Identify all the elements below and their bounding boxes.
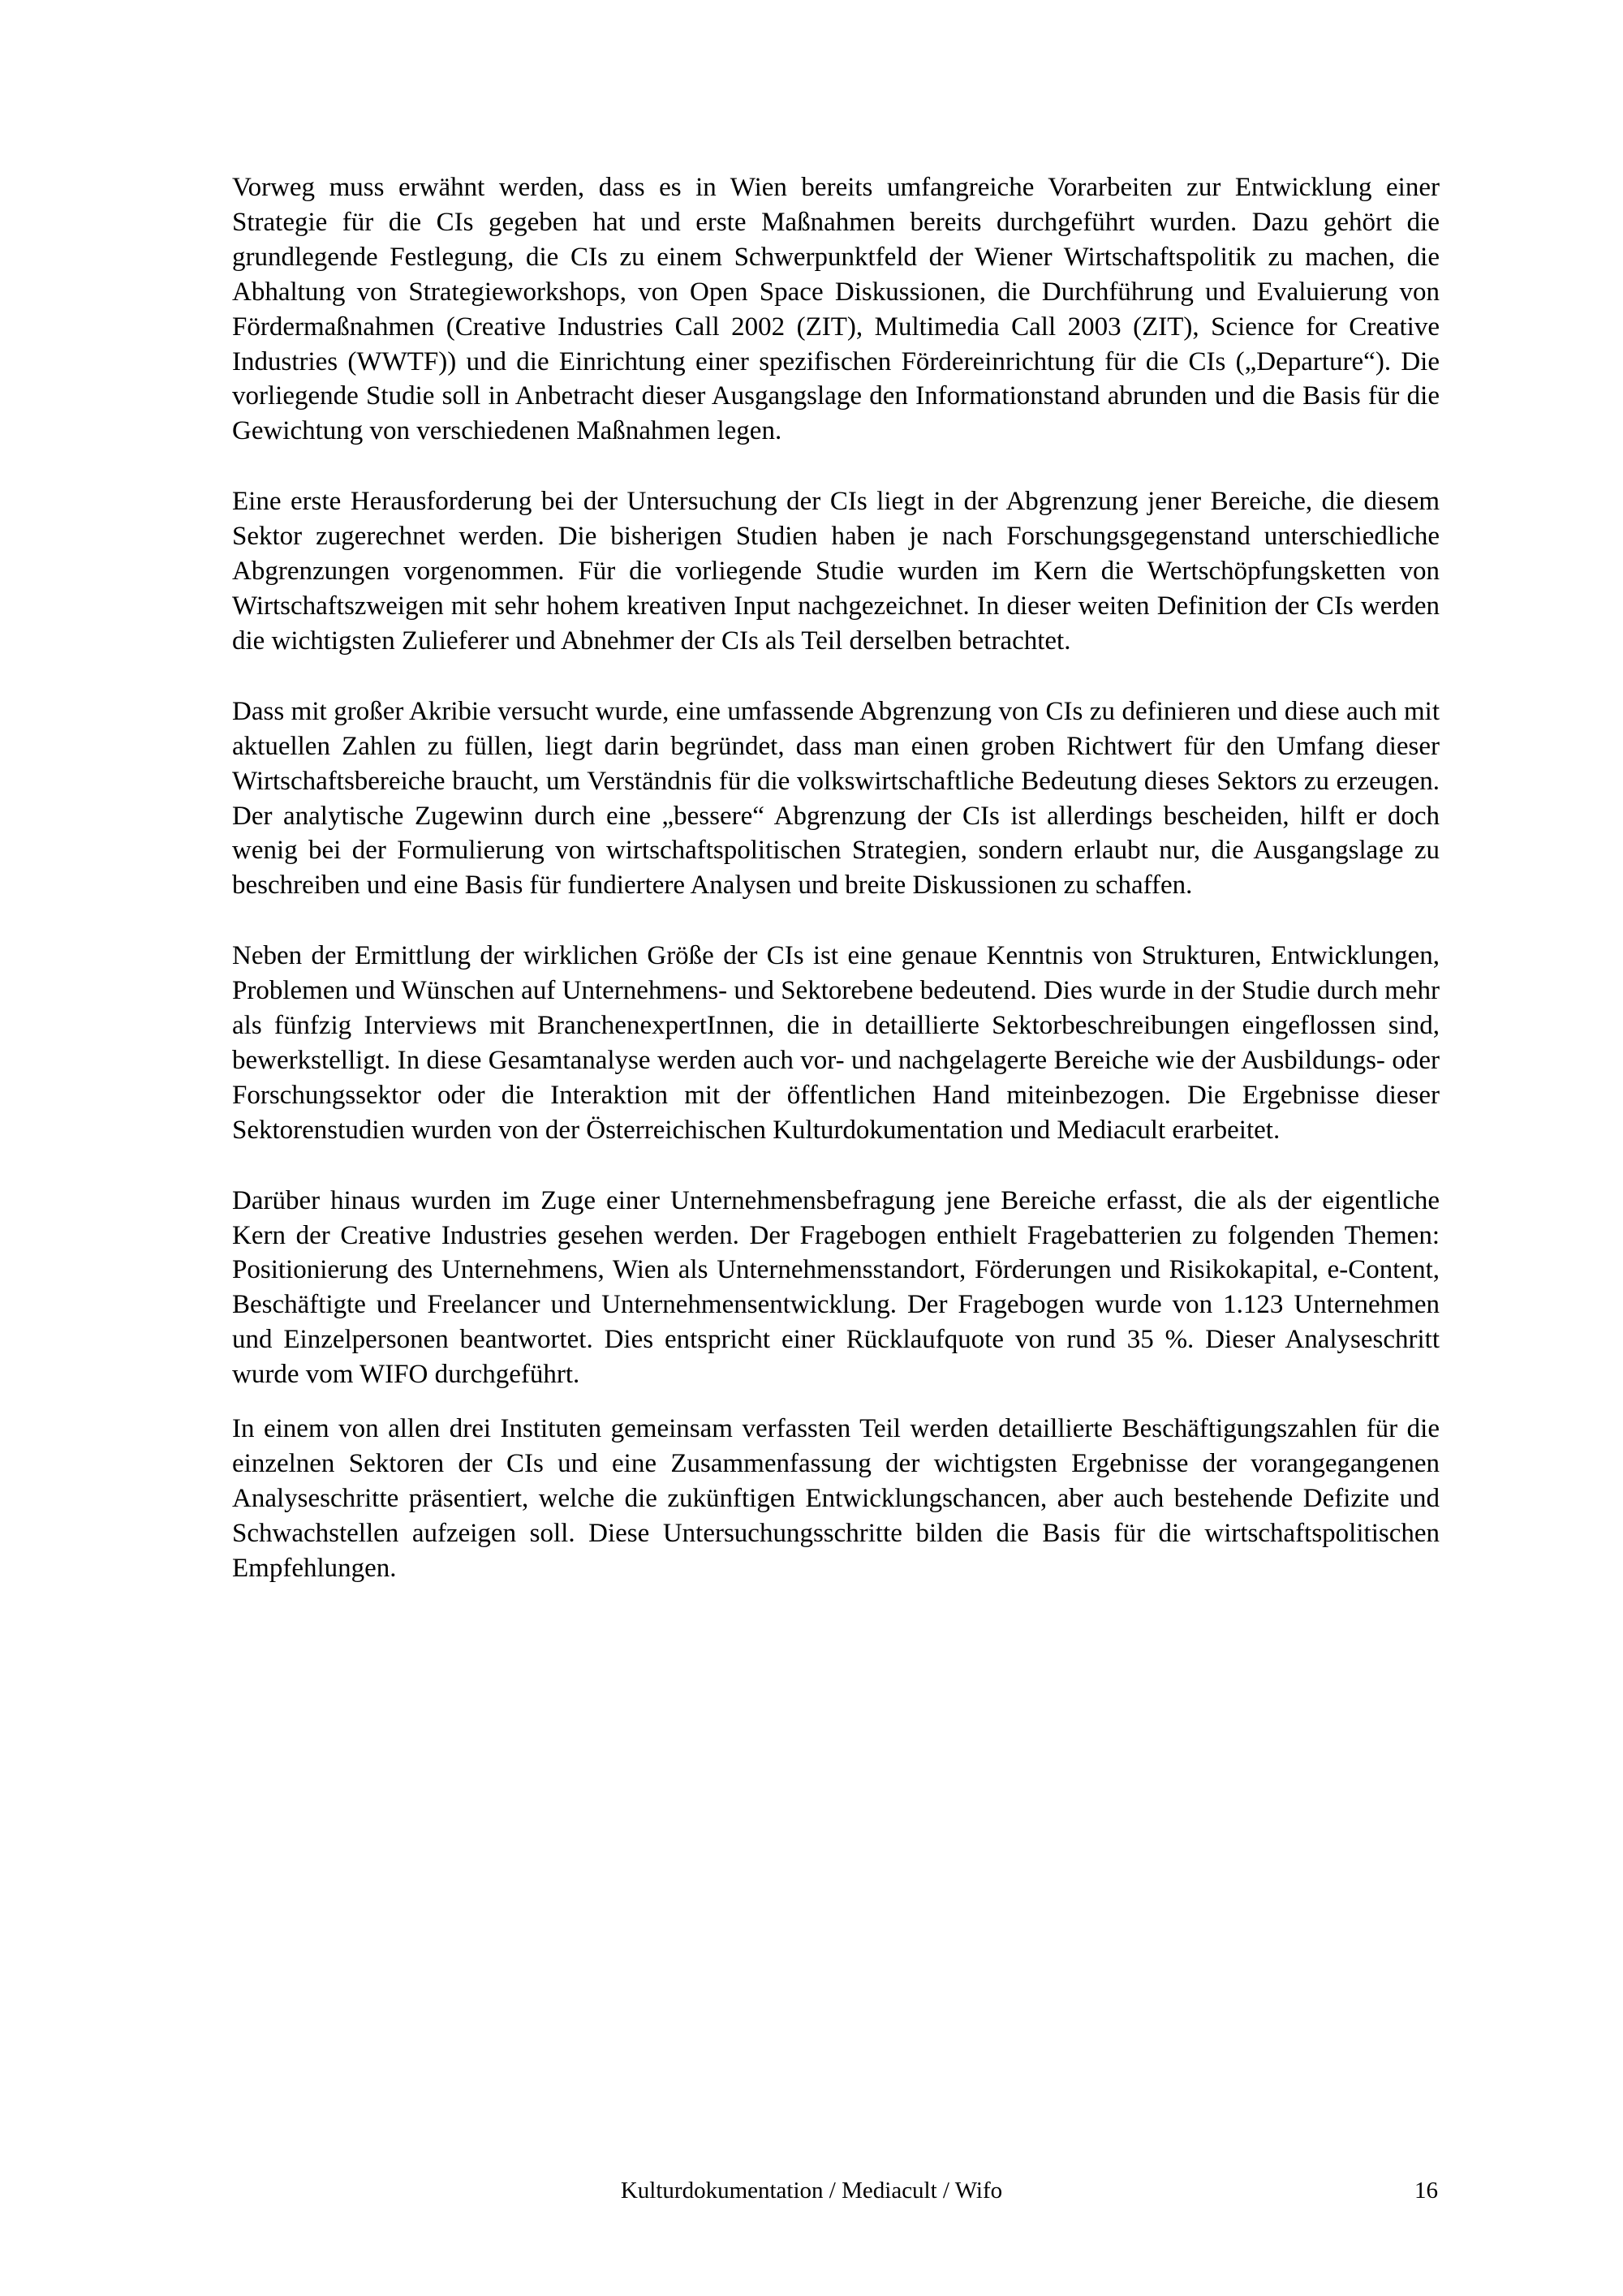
page-number: 16	[1414, 2178, 1438, 2204]
paragraph-survey: Darüber hinaus wurden im Zuge einer Unternehmensbefragung jene Bereiche erfasst, die als der eigentliche Kern der Creative Industries gesehen werden. Der Fragebogen enthielt Fragebatterien zu folgenden Themen: Positionierung des Unternehmens, Wien als Unternehmensstandort, Förderungen und Risikokapital, e-Content, Beschäftigte und Freelancer und Unternehmensentwicklung. Der Fragebogen wurde von 1.123 Unternehmen und Einzelpersonen beantwortet. Dies entspricht einer Rücklaufquote von rund 35 %. Dieser Analyseschritt wurde vom WIFO durchgeführt.	[232, 1185, 1440, 1390]
paragraph-interviews: Neben der Ermittlung der wirklichen Größe der CIs ist eine genaue Kenntnis von Strukturen, Entwicklungen, Problemen und Wünschen auf Unternehmens- und Sektorebene bedeutend. Dies wurde in der Studie durch mehr als fünfzig Interviews mit BranchenexpertInnen, die in detaillierte Sektorbeschreibungen eingeflossen sind, bewerkstelligt. In diese Gesamtanalyse werden auch vor- und nachgelagerte Bereiche wie der Ausbildungs- oder Forschungssektor oder die Interaktion mit der öffentlichen Hand miteinbezogen. Die Ergebnisse dieser Sektorenstudien wurden von der Österreichischen Kulturdokumentation und Mediacult erarbeitet.	[232, 941, 1440, 1145]
page-footer	[0, 2174, 1623, 2207]
body-text	[232, 170, 1440, 1586]
paragraph-summary: In einem von allen drei Instituten gemeinsam verfassten Teil werden detaillierte Beschäftigungszahlen für die einzelnen Sektoren der CIs und eine Zusammenfassung der wichtigsten Ergebnisse der vorangegangenen Analyseschritte präsentiert, welche die zukünftigen Entwicklungschancen, aber auch bestehende Defizite und Schwachstellen aufzeigen soll. Diese Untersuchungsschritte bilden die Basis für die wirtschaftspolitischen Empfehlungen.	[232, 1414, 1440, 1583]
paragraph-scope: Dass mit großer Akribie versucht wurde, eine umfassende Abgrenzung von CIs zu definieren und diese auch mit aktuellen Zahlen zu füllen, liegt darin begründet, dass man einen groben Richtwert für den Umfang dieser Wirtschaftsbereiche braucht, um Verständnis für die volkswirtschaftliche Bedeutung dieses Sektors zu erzeugen. Der analytische Zugewinn durch eine „bessere“ Abgrenzung der CIs ist allerdings bescheiden, hilft er doch wenig bei der Formulierung von wirtschaftspolitischen Strategien, sondern erlaubt nur, die Ausgangslage zu beschreiben und eine Basis für fundiertere Analysen und breite Diskussionen zu schaffen.	[232, 696, 1440, 901]
paragraph-delimitation: Eine erste Herausforderung bei der Untersuchung der CIs liegt in der Abgrenzung jener Bereiche, die diesem Sektor zugerechnet werden. Die bisherigen Studien haben je nach Forschungsgegenstand unterschiedliche Abgrenzungen vorgenommen. Für die vorliegende Studie wurden im Kern die Wertschöpfungsketten von Wirtschaftszweigen mit sehr hohem kreativen Input nachgezeichnet. In dieser weiten Definition der CIs werden die wichtigsten Zulieferer und Abnehmer der CIs als Teil derselben betrachtet.	[232, 487, 1440, 656]
footer-institutions: Kulturdokumentation / Mediacult / Wifo	[620, 2178, 1003, 2204]
paragraph-intro: Vorweg muss erwähnt werden, dass es in Wien bereits umfangreiche Vorarbeiten zur Entwicklung einer Strategie für die CIs gegeben hat und erste Maßnahmen bereits durchgeführt wurden. Dazu gehört die grundlegende Festlegung, die CIs zu einem Schwerpunktfeld der Wiener Wirtschaftspolitik zu machen, die Abhaltung von Strategieworkshops, von Open Space Diskussionen, die Durchführung und Evaluierung von Fördermaßnahmen (Creative Industries Call 2002 (ZIT), Multimedia Call 2003 (ZIT), Science for Creative Industries (WWTF)) und die Einrichtung einer spezifischen Fördereinrichtung für die CIs („Departure“). Die vorliegende Studie soll in Anbetracht dieser Ausgangslage den Informationstand abrunden und die Basis für die Gewichtung von verschiedenen Maßnahmen legen.	[232, 173, 1440, 446]
